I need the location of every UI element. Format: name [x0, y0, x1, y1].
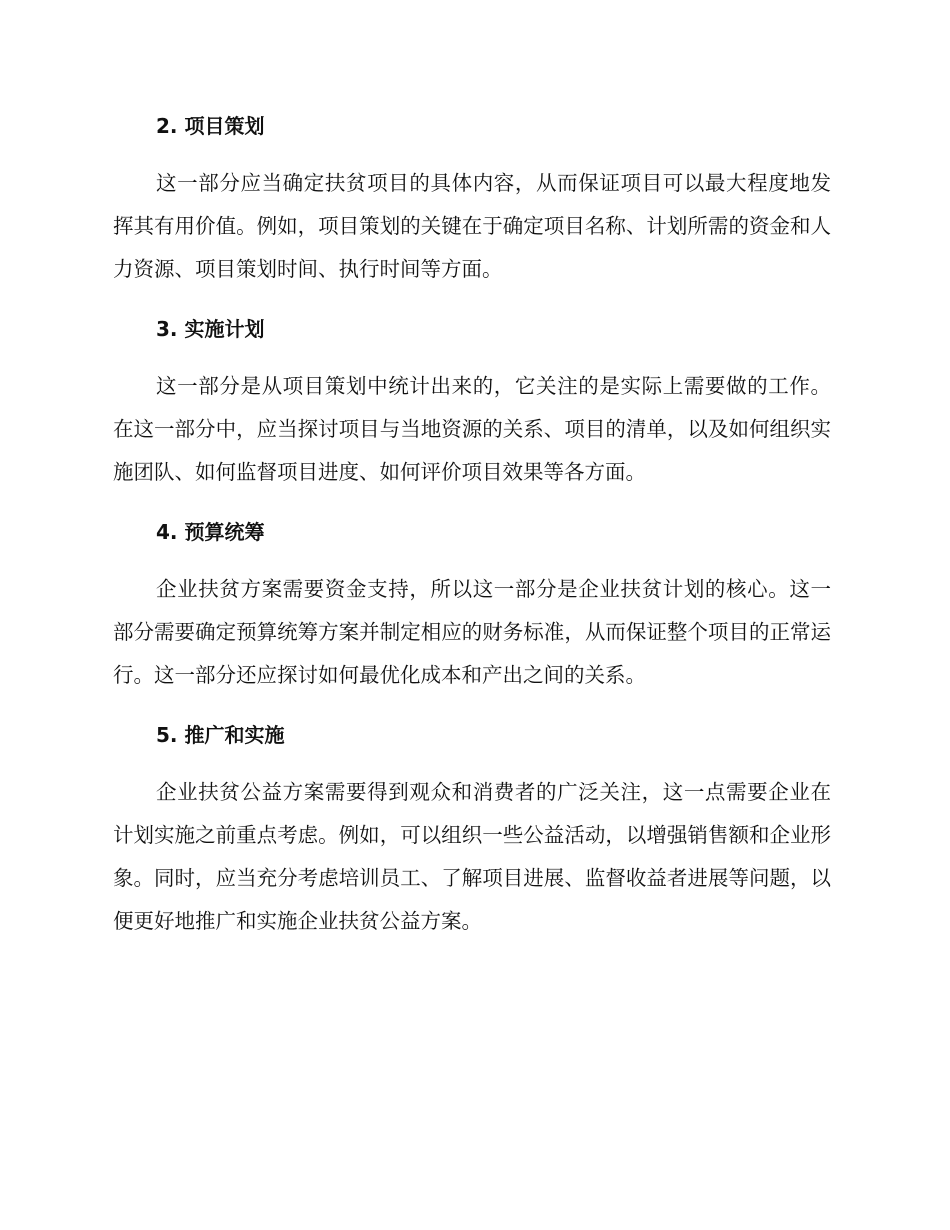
- section-heading: 3. 实施计划: [156, 317, 265, 341]
- section-paragraph: 企业扶贫方案需要资金支持，所以这一部分是企业扶贫计划的核心。这一部分需要确定预算统筹方案并制定相应的财务标准，从而保证整个项目的正常运行。这一部分还应探讨如何最优化成本和产出之间的关系。: [113, 577, 831, 687]
- section-paragraph: 这一部分应当确定扶贫项目的具体内容，从而保证项目可以最大程度地发挥其有用价值。例如，项目策划的关键在于确定项目名称、计划所需的资金和人力资源、项目策划时间、执行时间等方面。: [113, 171, 831, 281]
- section-heading: 2. 项目策划: [156, 114, 265, 138]
- section-paragraph: 这一部分是从项目策划中统计出来的，它关注的是实际上需要做的工作。在这一部分中，应当探讨项目与当地资源的关系、项目的清单，以及如何组织实施团队、如何监督项目进度、如何评价项目效果等各方面。: [113, 374, 831, 484]
- section-heading: 5. 推广和实施: [156, 723, 285, 747]
- document-content: [113, 106, 831, 961]
- section-promotion-implementation: [113, 715, 831, 943]
- section-project-planning: [113, 106, 831, 291]
- section-budget-planning: [113, 512, 831, 697]
- section-heading: 4. 预算统筹: [156, 520, 265, 544]
- section-paragraph: 企业扶贫公益方案需要得到观众和消费者的广泛关注，这一点需要企业在计划实施之前重点考虑。例如，可以组织一些公益活动，以增强销售额和企业形象。同时，应当充分考虑培训员工、了解项目进展、监督收益者进展等问题，以便更好地推广和实施企业扶贫公益方案。: [113, 780, 831, 933]
- section-implementation-plan: [113, 309, 831, 494]
